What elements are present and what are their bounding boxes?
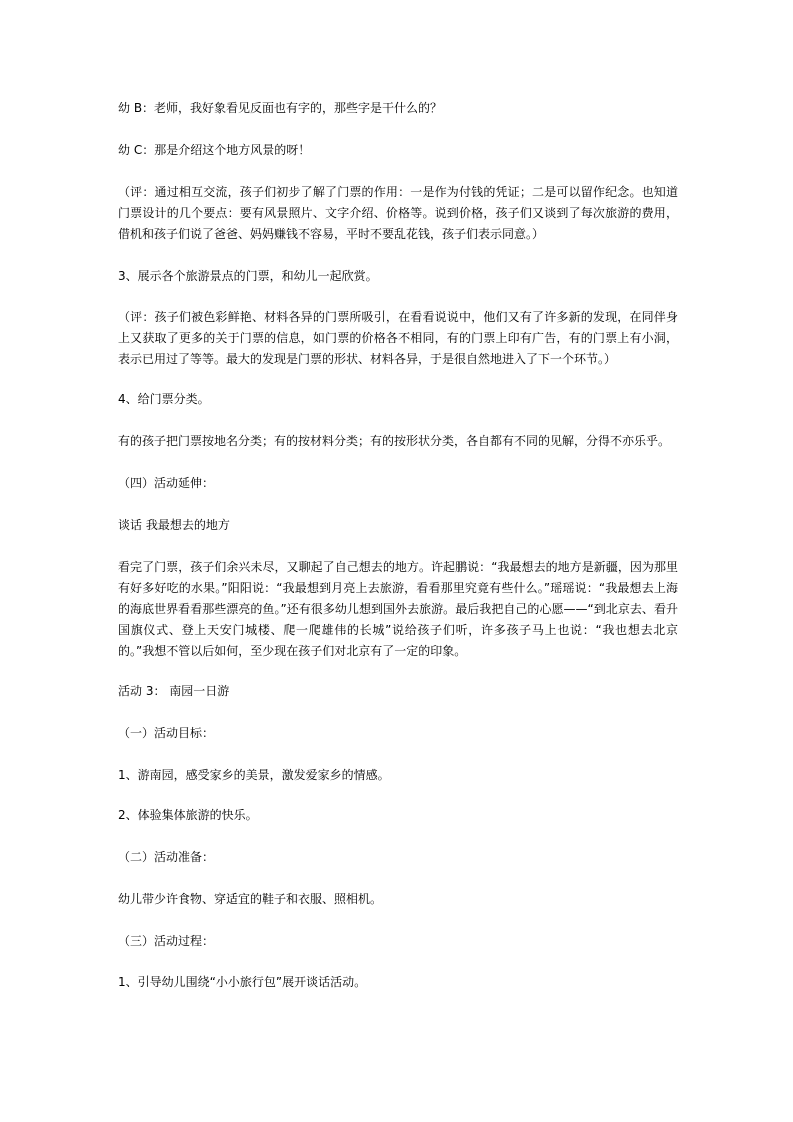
heading-activity-goals: （一）活动目标： <box>118 726 215 740</box>
heading-activity-3: 活动 3： 南园一日游 <box>118 684 230 698</box>
paragraph-comment-ticket-purpose: （评：通过相互交流，孩子们初步了解了门票的作用：一是作为付钱的凭证；二是可以留作纪念。也知道门票设计的几个要点：要有风景照片、文字介绍、价格等。说到价格，孩子们又谈到了每次旅游的费用，借机和孩子们说了爸爸、妈妈赚钱不容易，平时不要乱花钱，孩子们表示同意。） <box>118 185 678 241</box>
paragraph-comment-ticket-discovery: （评：孩子们被色彩鲜艳、材料各异的门票所吸引，在看看说说中，他们又有了许多新的发现，在同伴身上又获取了更多的关于门票的信息，如门票的价格各不相同，有的门票上印有广告，有的门票上有小洞，表示已用过了等等。最大的发现是门票的形状、材料各异，于是很自然地进入了下一个环节。） <box>118 310 678 366</box>
paragraph-goal-1: 1、游南园，感受家乡的美景，激发爱家乡的情感。 <box>118 768 390 782</box>
paragraph-process-step-1: 1、引导幼儿围绕“小小旅行包”展开谈话活动。 <box>118 975 367 989</box>
paragraph-step-4: 4、给门票分类。 <box>118 392 210 406</box>
heading-activity-process: （三）活动过程： <box>118 934 215 948</box>
paragraph-step-3: 3、展示各个旅游景点的门票，和幼儿一起欣赏。 <box>118 269 378 283</box>
paragraph-dialogue-c: 幼 C：那是介绍这个地方风景的呀！ <box>118 143 311 157</box>
heading-activity-extension: （四）活动延伸： <box>118 476 215 490</box>
heading-activity-preparation: （二）活动准备： <box>118 850 215 864</box>
paragraph-preparation: 幼儿带少许食物、穿适宜的鞋子和衣服、照相机。 <box>118 892 383 906</box>
paragraph-goal-2: 2、体验集体旅游的快乐。 <box>118 808 258 822</box>
heading-talk-favorite-place: 谈话 我最想去的地方 <box>118 518 230 532</box>
paragraph-classification: 有的孩子把门票按地名分类；有的按材料分类；有的按形状分类，各自都有不同的见解，分得不亦乐乎。 <box>118 434 671 448</box>
paragraph-dialogue-b: 幼 B：老师，我好象看见反面也有字的，那些字是干什么的？ <box>118 101 443 115</box>
paragraph-talk-content: 看完了门票，孩子们余兴未尽，又聊起了自己想去的地方。许起鹏说：“我最想去的地方是新疆，因为那里有好多好吃的水果。”阳阳说：“我最想到月亮上去旅游，看看那里究竟有些什么。”瑶瑶说：“我最想去上海的海底世界看看那些漂亮的鱼。”还有很多幼儿想到国外去旅游。最后我把自己的心愿——“到北京去、看升国旗仪式、登上天安门城楼、爬一爬雄伟的长城”说给孩子们听，许多孩子马上也说：“我也想去北京的。”我想不管以后如何，至少现在孩子们对北京有了一定的印象。 <box>118 560 678 658</box>
